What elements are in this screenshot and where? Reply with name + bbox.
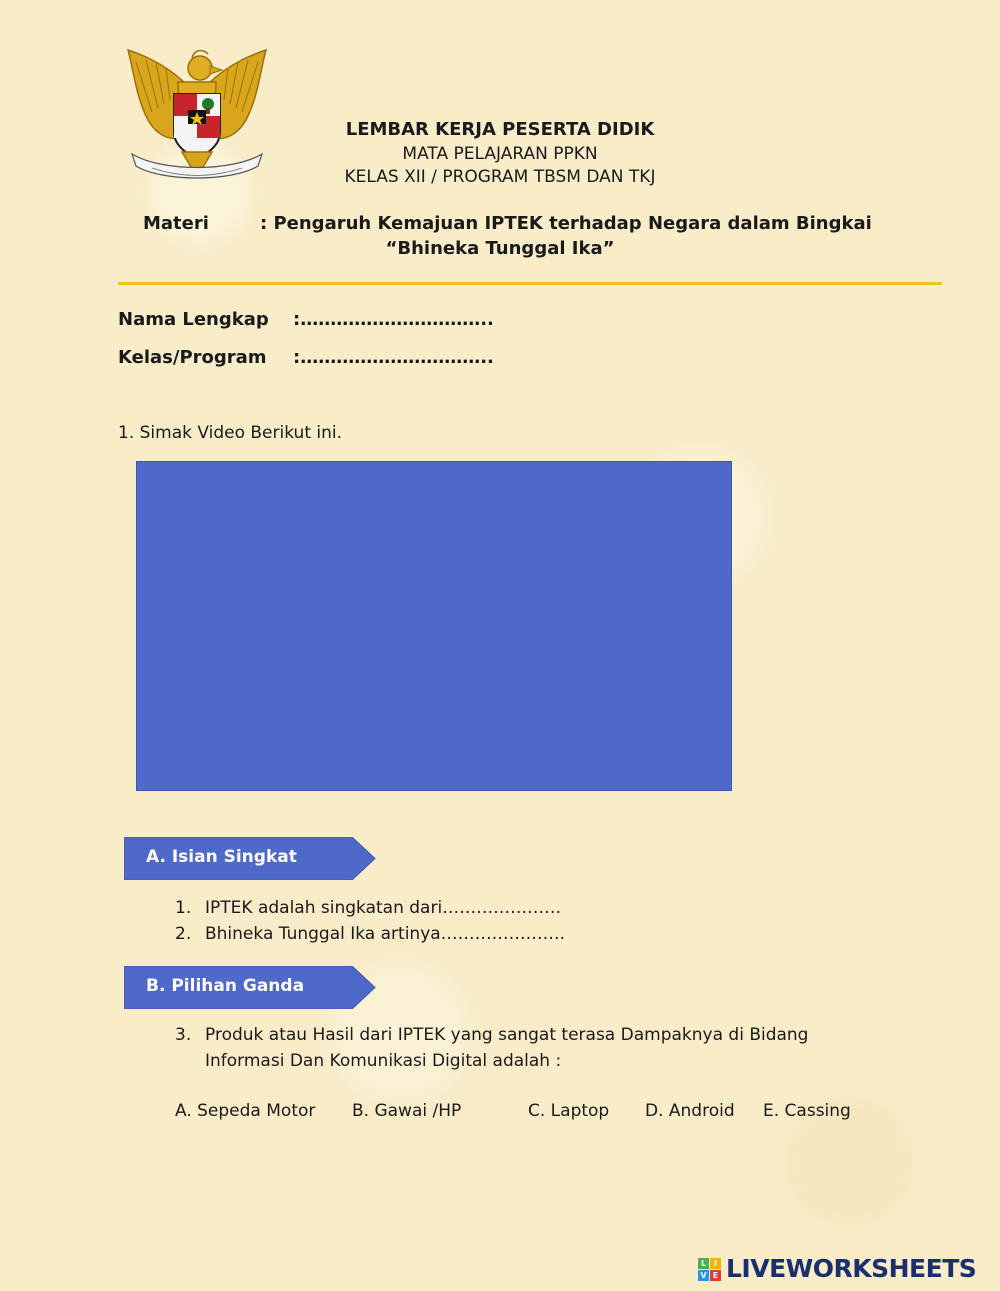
option-d[interactable]: D. Android bbox=[645, 1101, 735, 1121]
option-e[interactable]: E. Cassing bbox=[763, 1101, 851, 1121]
question-3-line2: Informasi Dan Komunikasi Digital adalah : bbox=[205, 1051, 562, 1071]
materi-value-line1: : Pengaruh Kemajuan IPTEK terhadap Negara dalam Bingkai bbox=[260, 213, 872, 234]
materi-label: Materi bbox=[143, 213, 209, 234]
option-a[interactable]: A. Sepeda Motor bbox=[175, 1101, 316, 1121]
video-question: 1. Simak Video Berikut ini. bbox=[118, 423, 343, 443]
name-field[interactable]: :………………………….. bbox=[293, 309, 494, 330]
section-b-banner bbox=[124, 966, 376, 1009]
video-player[interactable] bbox=[136, 461, 732, 791]
materi-value-line2: “Bhineka Tunggal Ika” bbox=[385, 238, 615, 259]
liveworksheets-logo-icon: L I V E bbox=[698, 1258, 722, 1282]
option-c[interactable]: C. Laptop bbox=[528, 1101, 610, 1121]
worksheet-title: LEMBAR KERJA PESERTA DIDIK bbox=[345, 119, 655, 140]
logo-text: LIVEWORKSHEETS bbox=[726, 1254, 977, 1283]
section-a-title: A. Isian Singkat bbox=[146, 847, 297, 867]
section-b-title: B. Pilihan Ganda bbox=[146, 976, 305, 996]
question-2-text[interactable]: Bhineka Tunggal Ika artinya…………………. bbox=[205, 924, 566, 944]
class-field[interactable]: :………………………….. bbox=[293, 347, 494, 368]
class-program-line: KELAS XII / PROGRAM TBSM DAN TKJ bbox=[344, 167, 656, 187]
class-label: Kelas/Program bbox=[118, 347, 267, 368]
question-3-line1: Produk atau Hasil dari IPTEK yang sangat terasa Dampaknya di Bidang bbox=[205, 1025, 809, 1045]
item-number: 1. bbox=[175, 898, 192, 918]
item-number: 3. bbox=[175, 1025, 192, 1045]
subject-line: MATA PELAJARAN PPKN bbox=[402, 144, 598, 164]
question-1-text[interactable]: IPTEK adalah singkatan dari………………… bbox=[205, 898, 562, 918]
item-number: 2. bbox=[175, 924, 192, 944]
section-a-banner bbox=[124, 837, 376, 880]
name-label: Nama Lengkap bbox=[118, 309, 269, 330]
header-divider bbox=[118, 282, 942, 285]
option-b[interactable]: B. Gawai /HP bbox=[352, 1101, 462, 1121]
